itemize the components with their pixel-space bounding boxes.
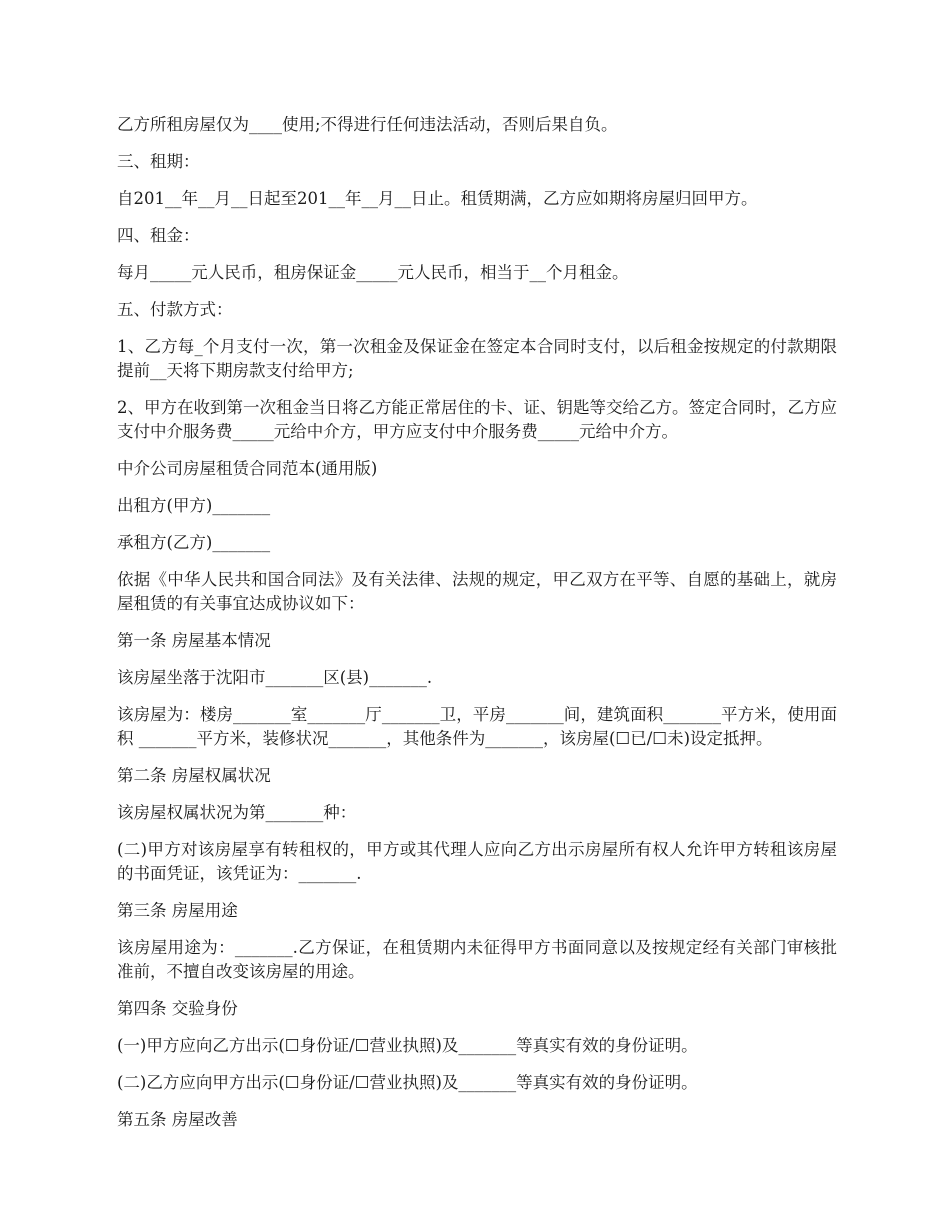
paragraph-payment-2: 2、甲方在收到第一次租金当日将乙方能正常居住的卡、证、钥匙等交给乙方。签定合同时，乙方应支付中介服务费_____元给中介方，甲方应支付中介服务费_____元给中介方。 [117,398,837,441]
article-5-heading: 第五条 房屋改善 [117,1110,238,1129]
paragraph-location: 该房屋坐落于沈阳市_______区(县)_______. [117,668,433,687]
article-1-heading: 第一条 房屋基本情况 [117,631,271,650]
paragraph-preamble: 依据《中华人民共和国合同法》及有关法律、法规的规定，甲乙双方在平等、自愿的基础上，就房屋租赁的有关事宜达成协议如下： [117,570,837,613]
article-2-heading: 第二条 房屋权属状况 [117,766,271,785]
heading-payment-method: 五、付款方式： [117,300,233,319]
paragraph-lease-term: 自201__年__月__日起至201__年__月__日止。租赁期满，乙方应如期将房屋归回甲方。 [117,189,758,208]
paragraph-house-details: 该房屋为：楼房_______室_______厅_______卫，平房_______间，建筑面积_______平方米，使用面积 _______平方米，装修状况_______，其他条件为_______，该房屋(☐已/☐未)设定抵押。 [117,705,837,748]
document-title: 中介公司房屋租赁合同范本(通用版) [117,459,378,478]
document-body [117,113,837,1145]
paragraph-house-usage: 该房屋用途为：_______.乙方保证，在租赁期内未征得甲方书面同意以及按规定经有关部门审核批准前，不擅自改变该房屋的用途。 [117,938,837,981]
paragraph-lessee-identity: (二)乙方应向甲方出示(☐身份证/☐营业执照)及_______等真实有效的身份证明。 [117,1073,698,1092]
paragraph-usage-restriction: 乙方所租房屋仅为____使用;不得进行任何违法活动，否则后果自负。 [117,115,618,134]
paragraph-rent: 每月_____元人民币，租房保证金_____元人民币，相当于__个月租金。 [117,263,629,282]
party-lessee: 承租方(乙方)_______ [117,533,271,552]
paragraph-payment-1: 1、乙方每_个月支付一次，第一次租金及保证金在签定本合同时支付，以后租金按规定的付款期限提前__天将下期房款支付给甲方; [117,337,837,380]
heading-rent: 四、租金： [117,226,200,245]
article-3-heading: 第三条 房屋用途 [117,901,238,920]
article-4-heading: 第四条 交验身份 [117,999,238,1018]
paragraph-lessor-identity: (一)甲方应向乙方出示(☐身份证/☐营业执照)及_______等真实有效的身份证明。 [117,1036,698,1055]
paragraph-sublease-right: (二)甲方对该房屋享有转租权的，甲方或其代理人应向乙方出示房屋所有权人允许甲方转租该房屋的书面凭证，该凭证为：_______. [117,840,837,883]
paragraph-ownership-type: 该房屋权属状况为第_______种： [117,803,357,822]
party-lessor: 出租方(甲方)_______ [117,496,271,515]
heading-lease-term: 三、租期： [117,152,200,171]
